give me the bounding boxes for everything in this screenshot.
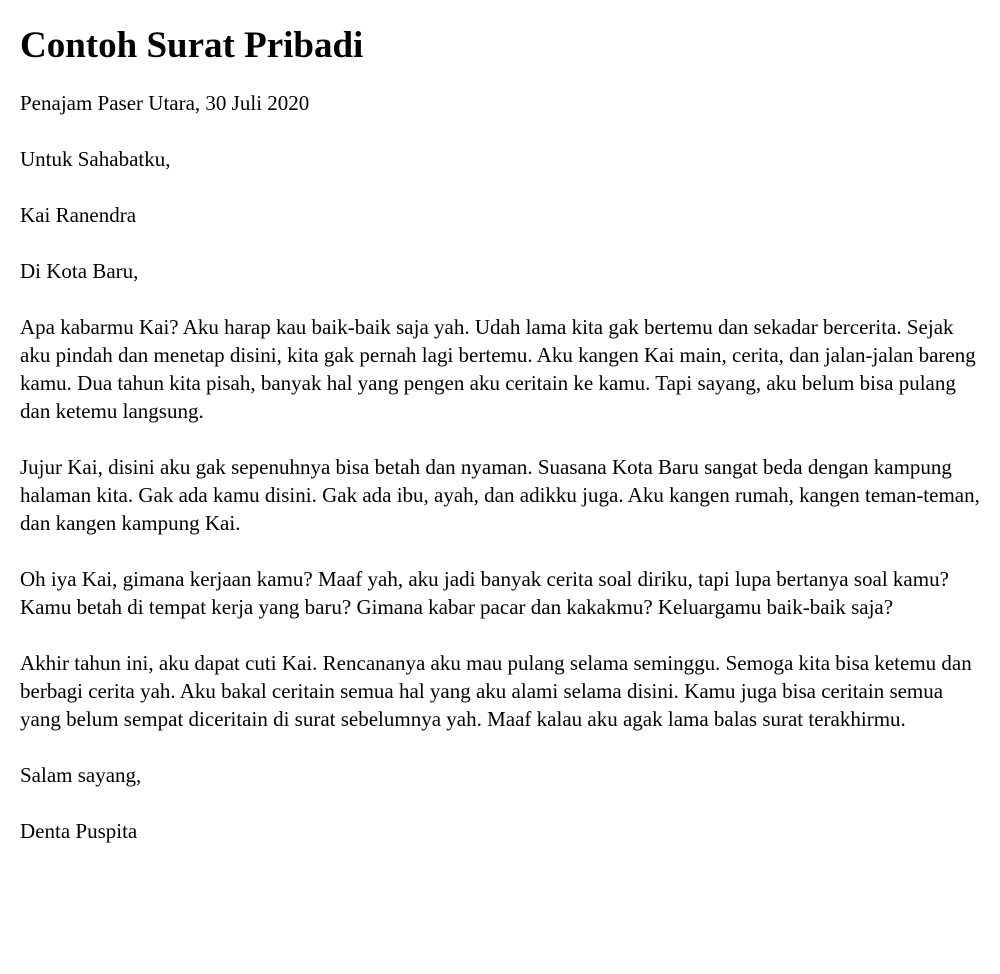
letter-closing: Salam sayang, [20, 762, 142, 787]
page-title: Contoh Surat Pribadi [20, 25, 364, 66]
letter-paragraph-2: Jujur Kai, disini aku gak sepenuhnya bisa betah dan nyaman. Suasana Kota Baru sangat beda dengan kampung halaman kita. Gak ada kamu disini. Gak ada ibu, ayah, dan adikku juga. Aku kangen rumah, kangen teman-teman, dan kangen kampung Kai. [20, 454, 980, 535]
letter-page [0, 25, 1000, 845]
letter-paragraph-3: Oh iya Kai, gimana kerjaan kamu? Maaf yah, aku jadi banyak cerita soal diriku, tapi lupa bertanya soal kamu? Kamu betah di tempat kerja yang baru? Gimana kabar pacar dan kakakmu? Keluargamu baik-baik saja? [20, 566, 949, 619]
letter-sender: Denta Puspita [20, 818, 138, 843]
letter-recipient-location: Di Kota Baru, [20, 258, 139, 283]
letter-paragraph-4: Akhir tahun ini, aku dapat cuti Kai. Rencananya aku mau pulang selama seminggu. Semoga kita bisa ketemu dan berbagi cerita yah. Aku bakal ceritain semua hal yang aku alami selama disini. Kamu juga bisa ceritain semua yang belum sempat diceritain di surat sebelumnya yah. Maaf kalau aku agak lama balas surat terakhirmu. [20, 650, 972, 731]
letter-recipient-name: Kai Ranendra [20, 202, 137, 227]
letter-place-date: Penajam Paser Utara, 30 Juli 2020 [20, 90, 310, 115]
letter-greeting: Untuk Sahabatku, [20, 146, 171, 171]
letter-paragraph-1: Apa kabarmu Kai? Aku harap kau baik-baik saja yah. Udah lama kita gak bertemu dan sekadar bercerita. Sejak aku pindah dan menetap disini, kita gak pernah lagi bertemu. Aku kangen Kai main, cerita, dan jalan-jalan bareng kamu. Dua tahun kita pisah, banyak hal yang pengen aku ceritain ke kamu. Tapi sayang, aku belum bisa pulang dan ketemu langsung. [20, 314, 976, 423]
